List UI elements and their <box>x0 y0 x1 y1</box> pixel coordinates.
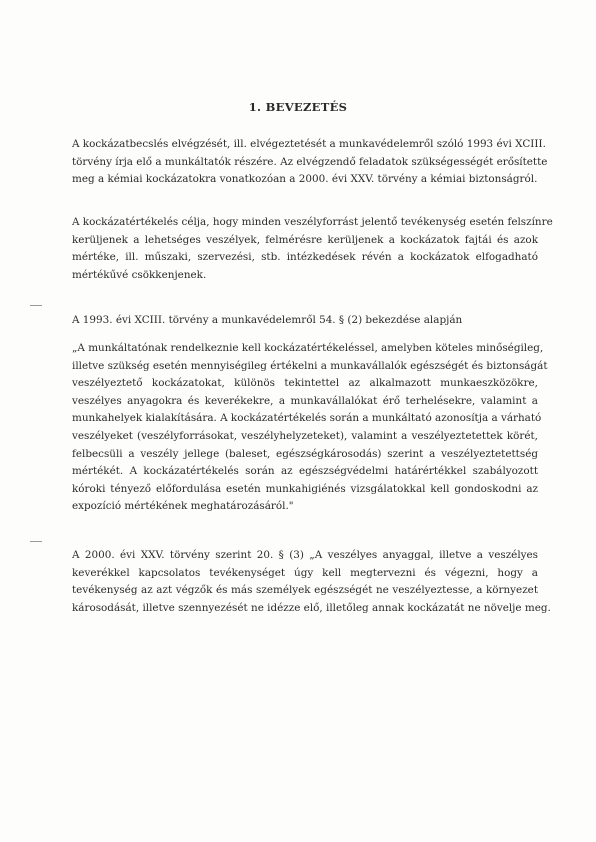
text-line: kerüljenek a lehetséges veszélyek, felmérésre kerüljenek a kockázatok fajtái és azok <box>72 233 538 246</box>
text-line: kóroki tényező előfordulása esetén munkahigiénés vizsgálatokkal kell gondoskodni az <box>72 482 538 495</box>
text-line: meg a kémiai kockázatokra vonatkozóan a 2000. évi XXV. törvény a kémiai biztonságról. <box>72 173 538 186</box>
text-line: veszélyeztető kockázatokat, különös tekintettel az alkalmazott munkaeszközökre, <box>72 377 538 390</box>
paragraph-chemical-safety <box>72 547 551 617</box>
scan-margin-mark <box>30 305 42 306</box>
text-line: A kockázatbecslés elvégzését, ill. elvégeztetését a munkavédelemről szóló 1993 évi XCIII. <box>72 138 546 150</box>
text-line: törvény írja elő a munkáltatók részére. Az elvégzendő feladatok szükségességét erősítette <box>72 155 548 168</box>
text-line: veszélyes anyagokra és keverékekre, a munkavállalókat érő terhelésekre, valamint a <box>72 394 538 407</box>
paragraph-law-reference <box>72 312 538 330</box>
section-heading: 1. BEVEZETÉS <box>248 100 348 114</box>
text-line: mértéke, ill. műszaki, szervezési, stb. intézkedések révén a kockázatok elfogadható <box>72 251 538 264</box>
text-line: A 1993. évi XCIII. törvény a munkavédelemről 54. § (2) bekezdése alapján <box>72 314 463 326</box>
text-line: mértékűvé csökkenjenek. <box>72 268 207 281</box>
text-line: expozíció mértékének meghatározásáról." <box>72 500 294 513</box>
text-line: felbecsüli a veszély jellege (baleset, egészségkárosodás) szerint a veszélyeztetettség <box>72 447 538 460</box>
scan-margin-mark <box>30 541 42 542</box>
text-line: „A munkáltatónak rendelkeznie kell kockázatértékeléssel, amelyben köteles minőségileg, <box>72 342 544 354</box>
text-line: mértékét. A kockázatértékelés során az egészségvédelmi határértékkel szabályozott <box>72 465 538 478</box>
paragraph-goal <box>72 214 553 284</box>
text-line: A 2000. évi XXV. törvény szerint 20. § (3) „A veszélyes anyaggal, illetve a veszélyes <box>72 549 538 561</box>
text-line: keverékkel kapcsolatos tevékenységet úgy kell megtervezni és végezni, hogy a <box>72 566 538 579</box>
text-line: illetve szükség esetén mennyiségileg értékelni a munkavállalók egészségét és biztonságát <box>72 359 548 372</box>
paragraph-quotation <box>72 340 548 516</box>
text-line: károsodását, illetve szennyezését ne idézze elő, illetőleg annak kockázatát ne növelje meg. <box>72 601 551 614</box>
text-line: A kockázatértékelés célja, hogy minden veszélyforrást jelentő tevékenység esetén felszínre <box>72 216 553 228</box>
text-line: veszélyeket (veszélyforrásokat, veszélyhelyzeteket), valamint a veszélyeztetettek körét, <box>72 429 538 442</box>
paragraph-intro <box>72 136 548 189</box>
text-line: tevékenység az azt végzők és más személyek egészségét ne veszélyeztesse, a környezet <box>72 584 538 597</box>
text-line: munkahelyek kialakítására. A kockázatértékelés során a munkáltató azonosítja a várható <box>72 412 542 425</box>
